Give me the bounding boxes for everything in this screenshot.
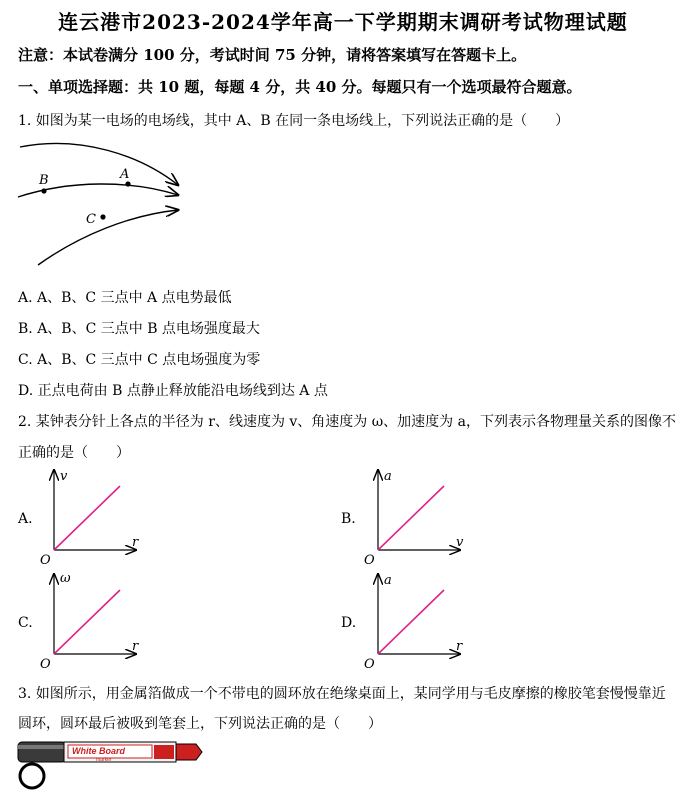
graph-b-xlabel: v [456,535,464,550]
field-line-bottom [38,210,178,265]
q1-option-c: C. A、B、C 三点中 C 点电场强度为零 [18,352,261,368]
foil-ring [20,764,44,788]
q2-graph-c [36,570,146,670]
q2-option-b-label: B. [341,511,356,527]
q3-stem-line1: 3. 如图所示，用金属箔做成一个不带电的圆环放在绝缘桌面上，某同学用与毛皮摩擦的橡胶笔套慢慢靠近 [18,686,666,702]
graph-a-origin: O [40,553,51,568]
marker-tip [176,744,202,760]
label-a: A [120,167,130,182]
point-a [125,181,130,186]
label-b: B [39,173,49,188]
q2-option-d-label: D. [341,615,357,631]
graph-b-origin: O [364,553,375,568]
graph-b-line [378,486,444,550]
exam-note: 注意：本试卷满分 100 分，考试时间 75 分钟，请将答案填写在答题卡上。 [18,46,527,64]
marker-subtext: marker [96,757,112,763]
point-c [100,214,105,219]
q1-option-a: A. A、B、C 三点中 A 点电势最低 [18,290,232,306]
q2-graph-d [360,570,470,670]
graph-a-xlabel: r [132,535,139,550]
graph-b-ylabel: a [384,469,392,484]
label-c: C [86,212,96,227]
graph-c-xlabel: r [132,639,139,654]
q2-stem-line1: 2. 某钟表分针上各点的半径为 r、线速度为 v、角速度为 ω、加速度为 a，下列表示各物理量关系的图像不 [18,414,676,430]
graph-c-ylabel: ω [60,571,71,586]
section-heading: 一、单项选择题：共 10 题，每题 4 分，共 40 分。每题只有一个选项最符合题意。 [18,78,582,96]
q1-option-d: D. 正点电荷由 B 点静止释放能沿电场线到达 A 点 [18,383,328,399]
q1-field-lines-figure [0,135,200,275]
q2-option-c-label: C. [18,615,33,631]
q2-graph-b [360,466,470,566]
q2-graph-a [36,466,146,566]
q3-marker-ring-figure [14,737,204,791]
graph-c-origin: O [40,657,51,672]
point-b [41,188,46,193]
graph-a-ylabel: v [60,469,68,484]
graph-d-origin: O [364,657,375,672]
graph-c-line [54,590,120,654]
page-title: 连云港市2023-2024学年高一下学期期末调研考试物理试题 [58,10,628,34]
graph-d-ylabel: a [384,573,392,588]
q2-option-a-label: A. [18,511,33,527]
q1-stem: 1. 如图为某一电场的电场线，其中 A、B 在同一条电场线上，下列说法正确的是（ ） [18,113,570,129]
q3-stem-line2: 圆环，圆环最后被吸到笔套上，下列说法正确的是（ ） [18,716,382,732]
graph-d-xlabel: r [456,639,463,654]
q2-stem-line2: 正确的是（ ） [18,445,130,461]
graph-d-line [378,590,444,654]
q1-option-b: B. A、B、C 三点中 B 点电场强度最大 [18,321,260,337]
marker-brand-text: White Board [72,746,125,756]
graph-a-line [54,486,120,550]
